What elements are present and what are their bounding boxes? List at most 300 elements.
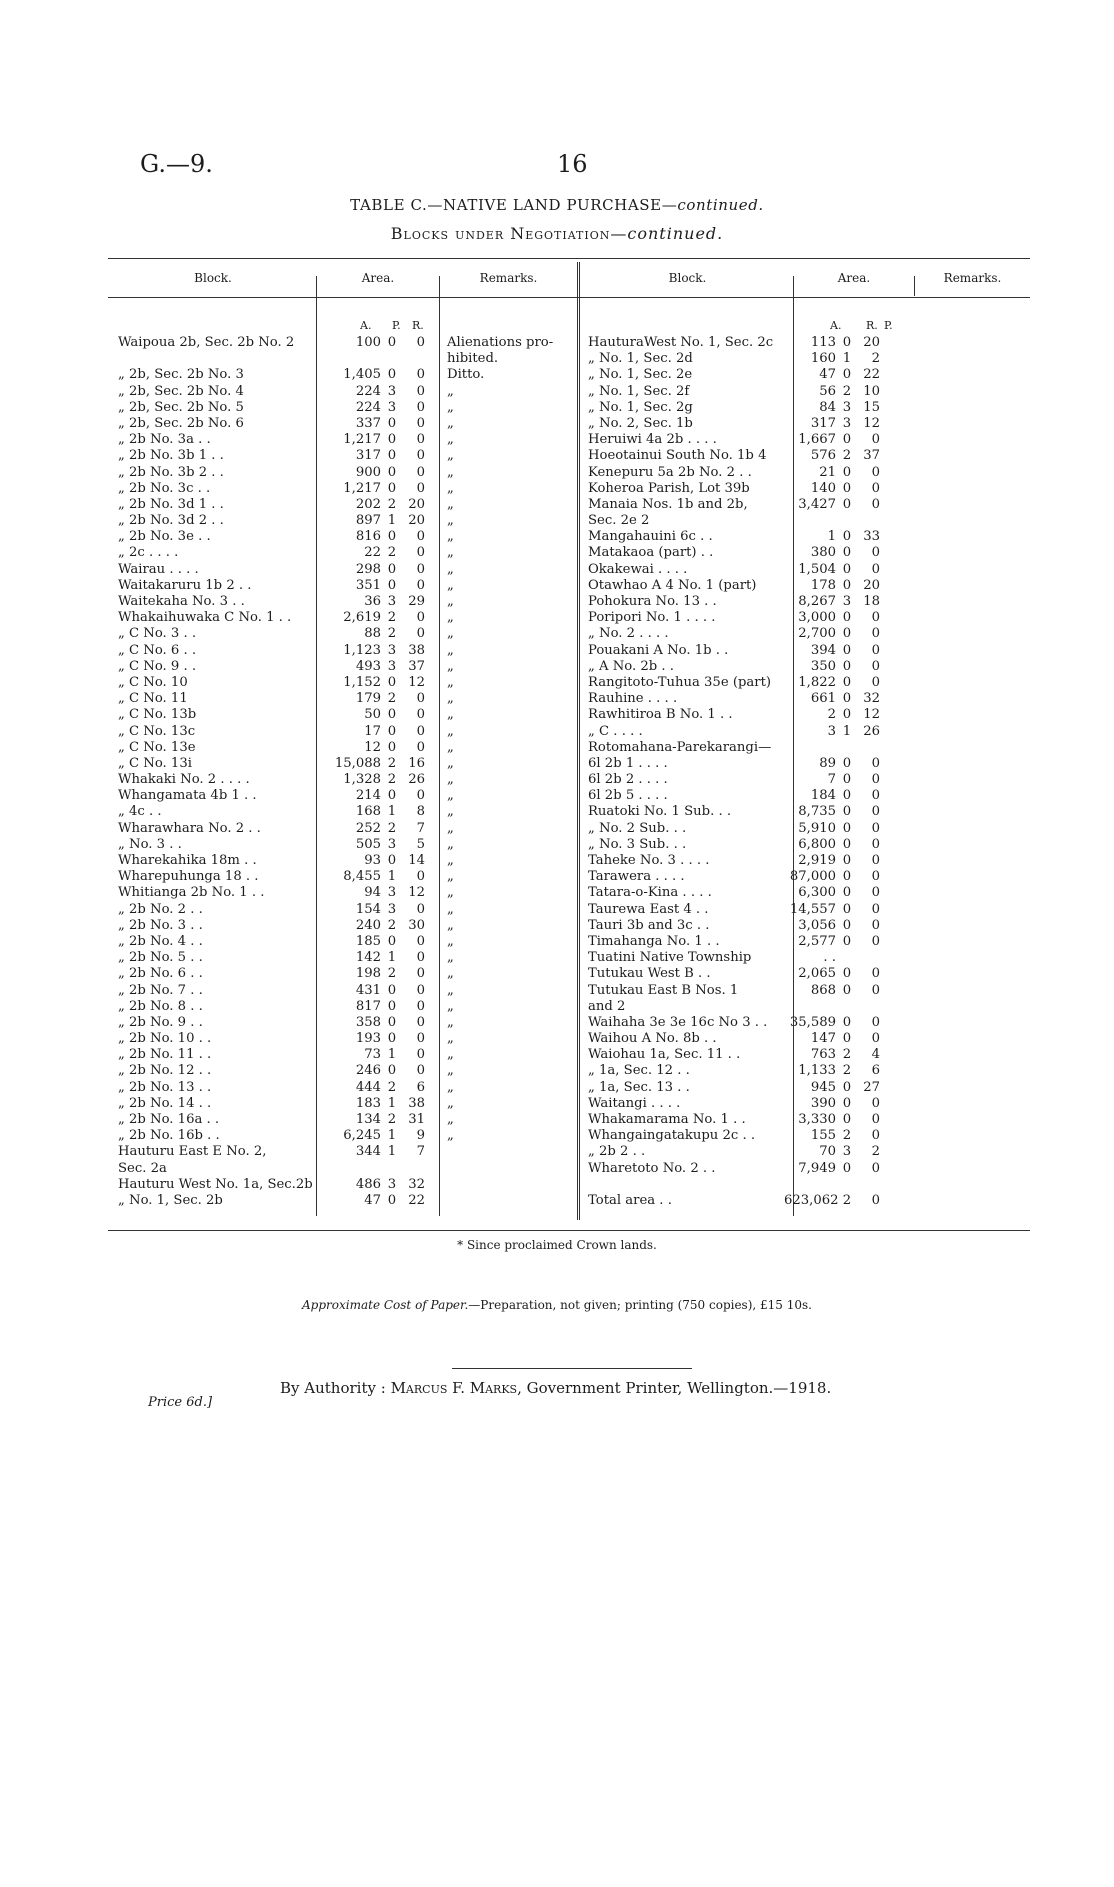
remarks: „ [447, 933, 454, 949]
table-row [588, 724, 898, 740]
area-roods: 1 [387, 1047, 397, 1063]
approximate-cost-label: Approximate Cost of Paper. [302, 1298, 469, 1312]
block-name: „ 1a, Sec. 13 . . [588, 1079, 690, 1095]
area-roods: 2 [387, 917, 397, 933]
table-row [118, 1144, 578, 1160]
area-perches: 16 [408, 755, 425, 771]
block-name: Waitakaruru 1b 2 . . [118, 577, 252, 593]
area-acres: 6,300 [798, 885, 836, 901]
area-perches: 0 [871, 933, 880, 949]
area-perches: 2 [871, 1144, 880, 1160]
area-acres: 1,133 [798, 1063, 836, 1079]
block-name: „ C No. 11 [118, 691, 188, 707]
area-acres: 100 [355, 335, 381, 350]
table-row [588, 918, 898, 934]
area-perches: 0 [871, 772, 880, 788]
table-row [118, 1193, 578, 1209]
area-roods: 1 [387, 1144, 397, 1160]
block-name: Hauturu East E No. 2, [118, 1144, 267, 1160]
area-perches: 0 [871, 1192, 880, 1208]
right-block-header: Block. [668, 271, 707, 285]
area-perches: 0 [871, 561, 880, 577]
area-roods: 3 [387, 399, 397, 415]
block-name: „ 2b, Sec. 2b No. 5 [118, 399, 244, 415]
page-reference: G.—9. [140, 150, 213, 178]
area-perches: 0 [871, 1095, 880, 1111]
area-acres: 868 [810, 982, 836, 998]
area-acres: 390 [810, 1095, 836, 1111]
remarks: „ [447, 723, 454, 739]
table-row [118, 529, 578, 545]
table-row [588, 1096, 898, 1112]
block-name: Taheke No. 3 . . . . [588, 853, 710, 868]
table-row [588, 1080, 898, 1096]
area-perches: 0 [416, 561, 425, 577]
area-acres: 73 [364, 1047, 381, 1063]
block-name: „ No. 1, Sec. 2f [588, 383, 690, 399]
block-name: „ A No. 2b . . [588, 658, 674, 674]
table-row [588, 1128, 898, 1144]
remarks: „ [447, 788, 454, 804]
table-row [118, 335, 578, 351]
area-roods: 0 [387, 1014, 397, 1030]
area-perches: 0 [416, 545, 425, 561]
area-perches: 0 [416, 529, 425, 545]
area-roods: 2 [842, 1128, 852, 1144]
area-roods: 2 [842, 1047, 852, 1063]
area-acres: 6,800 [798, 836, 836, 852]
area-acres: 87,000 [789, 869, 836, 885]
area-roods: 1 [387, 869, 397, 885]
block-name: Poripori No. 1 . . . . [588, 610, 716, 626]
remarks: hibited. [447, 351, 499, 367]
block-name: Sec. 2e 2 [588, 513, 650, 529]
area-roods: 0 [842, 755, 852, 771]
area-acres: 351 [355, 577, 381, 593]
block-name: „ C No. 3 . . [118, 626, 197, 642]
area-acres: 17 [364, 723, 381, 739]
authority-line [280, 1379, 831, 1397]
area-acres: 84 [819, 399, 836, 415]
area-acres: 50 [364, 707, 381, 723]
remarks: „ [447, 1128, 454, 1144]
area-roods: 2 [842, 448, 852, 464]
area-acres: 1,328 [343, 772, 381, 788]
area-acres: 47 [364, 1192, 381, 1208]
block-name: „ 2b No. 8 . . [118, 998, 203, 1014]
area-perches: 0 [871, 1112, 880, 1127]
area-acres: 198 [355, 966, 381, 982]
area-perches: 0 [416, 480, 425, 496]
area-roods: 0 [387, 739, 397, 755]
area-acres: 2,919 [798, 853, 836, 868]
block-name: „ 2b No. 3e . . [118, 529, 211, 545]
area-perches: 0 [416, 1031, 425, 1047]
remarks: „ [447, 561, 454, 577]
area-roods: 2 [842, 1063, 852, 1079]
area-roods: 3 [387, 901, 397, 917]
area-perches: 14 [408, 853, 425, 868]
block-name: „ 2b No. 16b . . [118, 1128, 220, 1144]
table-row [588, 659, 898, 675]
block-name: Tarawera . . . . [588, 869, 685, 885]
area-roods: 0 [387, 853, 397, 868]
remarks: „ [447, 707, 454, 723]
area-acres: 337 [355, 415, 381, 431]
block-name: „ 1a, Sec. 12 . . [588, 1063, 690, 1079]
area-acres: 168 [355, 804, 381, 820]
area-perches: 32 [408, 1176, 425, 1192]
table-row [118, 643, 578, 659]
block-name: Hoeotainui South No. 1b 4 [588, 448, 767, 464]
table-row [118, 610, 578, 626]
area-perches: 0 [871, 982, 880, 998]
area-perches: 0 [416, 335, 425, 350]
block-name: Tutukau East B Nos. 1 [588, 982, 739, 998]
remarks: „ [447, 804, 454, 820]
area-perches: 26 [863, 723, 880, 739]
area-roods: 0 [842, 707, 852, 723]
table-row [118, 400, 578, 416]
area-roods: 1 [387, 1128, 397, 1144]
area-acres: 945 [810, 1079, 836, 1095]
area-perches: 0 [416, 691, 425, 707]
area-roods: 0 [387, 335, 397, 350]
area-roods: 0 [387, 788, 397, 804]
area-acres: 88 [364, 626, 381, 642]
area-perches: 0 [416, 415, 425, 431]
block-name: Rotomahana-Parekarangi— [588, 739, 772, 755]
table-row [118, 578, 578, 594]
area-perches: 0 [871, 1031, 880, 1047]
remarks: Ditto. [447, 367, 485, 383]
block-name: Rawhitiroa B No. 1 . . [588, 707, 733, 723]
table-row [588, 999, 898, 1015]
area-perches: 37 [408, 658, 425, 674]
remarks: „ [447, 480, 454, 496]
block-name: Waiohau 1a, Sec. 11 . . [588, 1047, 741, 1063]
area-perches: 7 [416, 1144, 425, 1160]
block-name: and 2 [588, 998, 626, 1014]
table-row [118, 821, 578, 837]
block-name: Waitekaha No. 3 . . [118, 594, 245, 609]
table-row [118, 853, 578, 869]
area-perches: 0 [871, 658, 880, 674]
block-name: Whitianga 2b No. 1 . . [118, 885, 265, 901]
area-perches: 10 [863, 383, 880, 399]
area-acres: 3,330 [798, 1112, 836, 1127]
remarks: „ [447, 755, 454, 771]
area-roods: 0 [842, 610, 852, 626]
area-roods: 1 [387, 1095, 397, 1111]
left-remarks-header: Remarks. [479, 271, 538, 285]
area-perches: 0 [871, 480, 880, 496]
block-name: Hauturu West No. 1a, Sec.2b [118, 1176, 313, 1192]
block-name: „ 2b No. 7 . . [118, 982, 203, 998]
area-perches: 5 [416, 836, 425, 852]
block-name: Sec. 2a [118, 1160, 167, 1176]
table-row [118, 788, 578, 804]
table-row [118, 1096, 578, 1112]
area-perches: 0 [871, 432, 880, 448]
area-acres: 358 [355, 1014, 381, 1030]
remarks: „ [447, 448, 454, 464]
area-acres: 817 [355, 998, 381, 1014]
area-acres: 661 [810, 691, 836, 707]
table-row [118, 724, 578, 740]
table-row [118, 691, 578, 707]
area-acres: 184 [810, 788, 836, 804]
area-perches: 20 [863, 335, 880, 350]
table-row [588, 1193, 898, 1209]
area-perches: 18 [863, 594, 880, 609]
area-roods: 0 [387, 674, 397, 690]
remarks: „ [447, 691, 454, 707]
table-row [118, 481, 578, 497]
area-roods: 3 [842, 1144, 852, 1160]
remarks: „ [447, 529, 454, 545]
area-roods: 2 [842, 1192, 852, 1208]
area-perches: 0 [871, 853, 880, 868]
area-roods: 0 [842, 529, 852, 545]
table-title-main: TABLE C.—NATIVE LAND PURCHASE— [350, 196, 678, 214]
area-perches: 0 [416, 577, 425, 593]
area-perches: 0 [871, 901, 880, 917]
block-name: „ 2b No. 12 . . [118, 1063, 212, 1079]
block-name: Whangaingatakupu 2c . . [588, 1128, 756, 1144]
table-row [118, 1063, 578, 1079]
area-roods: 0 [842, 820, 852, 836]
area-perches: 0 [416, 933, 425, 949]
table-row [118, 659, 578, 675]
header-bottom-rule [108, 297, 1030, 298]
area-perches: 0 [416, 982, 425, 998]
remarks: „ [447, 577, 454, 593]
remarks: „ [447, 1063, 454, 1079]
area-perches: 0 [416, 966, 425, 982]
area-roods: 0 [387, 1063, 397, 1079]
block-name: „ 2b No. 16a . . [118, 1112, 220, 1127]
area-acres: 7,949 [798, 1160, 836, 1176]
area-roods: 2 [387, 610, 397, 626]
table-row [118, 545, 578, 561]
area-perches: 0 [416, 788, 425, 804]
block-name: „ 2b No. 13 . . [118, 1079, 212, 1095]
block-name: „ 2b, Sec. 2b No. 6 [118, 415, 244, 431]
block-name: „ C No. 13b [118, 707, 197, 723]
table-row [588, 610, 898, 626]
table-row [588, 594, 898, 610]
block-name: Waihaha 3e 3e 16c No 3 . . [588, 1014, 768, 1030]
area-acres: 193 [355, 1031, 381, 1047]
block-name: „ No. 3 Sub. . . [588, 836, 687, 852]
area-acres: 505 [355, 836, 381, 852]
area-roods: 0 [387, 933, 397, 949]
remarks: „ [447, 1014, 454, 1030]
left-unit-perches: P. [392, 319, 401, 332]
block-name: Total area . . [588, 1192, 672, 1208]
page-number: 16 [557, 150, 588, 178]
area-acres: 94 [364, 885, 381, 901]
area-roods: 1 [842, 351, 852, 367]
area-acres: 178 [810, 577, 836, 593]
table-row [588, 465, 898, 481]
block-name: HauturaWest No. 1, Sec. 2c [588, 335, 774, 350]
area-perches: 22 [863, 367, 880, 383]
area-acres: 897 [355, 513, 381, 529]
area-acres: 89 [819, 755, 836, 771]
area-roods: 0 [842, 1112, 852, 1127]
area-acres: 2,577 [798, 933, 836, 949]
area-perches: 0 [416, 610, 425, 626]
table-row [118, 950, 578, 966]
area-perches: 12 [863, 707, 880, 723]
area-roods: 0 [387, 1192, 397, 1208]
remarks: „ [447, 626, 454, 642]
remarks: „ [447, 1079, 454, 1095]
block-name: Ruatoki No. 1 Sub. . . [588, 804, 732, 820]
table-row [118, 513, 578, 529]
table-row [588, 1144, 898, 1160]
area-acres: 344 [355, 1144, 381, 1160]
table-row [118, 384, 578, 400]
area-perches: 33 [863, 529, 880, 545]
block-name: Rauhine . . . . [588, 691, 678, 707]
block-name: „ No. 2, Sec. 1b [588, 415, 693, 431]
area-acres: 1 [827, 529, 836, 545]
area-acres: 298 [355, 561, 381, 577]
block-name: „ 2b No. 3c . . [118, 480, 211, 496]
block-name: Wharepuhunga 18 . . [118, 869, 259, 885]
area-perches: 0 [416, 998, 425, 1014]
area-acres: 431 [355, 982, 381, 998]
area-roods: 2 [387, 545, 397, 561]
block-name: „ No. 2 . . . . [588, 626, 669, 642]
table-row [118, 594, 578, 610]
table-row [588, 772, 898, 788]
area-perches: 37 [863, 448, 880, 464]
block-name: „ C No. 9 . . [118, 658, 197, 674]
area-acres: 8,735 [798, 804, 836, 820]
left-unit-roods: R. [412, 319, 424, 332]
area-roods: 0 [387, 723, 397, 739]
area-acres: 21 [819, 464, 836, 480]
remarks: „ [447, 982, 454, 998]
block-name: Wairau . . . . [118, 561, 199, 577]
area-acres: 3 [827, 723, 836, 739]
area-perches: 12 [408, 674, 425, 690]
remarks: „ [447, 674, 454, 690]
block-name: „ 2b No. 3b 2 . . [118, 464, 224, 480]
table-row [118, 934, 578, 950]
table-row [588, 1063, 898, 1079]
table-row [588, 691, 898, 707]
authority-suffix: , Government Printer, Wellington.—1918. [517, 1379, 832, 1397]
area-perches: 20 [408, 513, 425, 529]
block-name: Tatara-o-Kina . . . . [588, 885, 712, 901]
area-roods: 0 [842, 432, 852, 448]
remarks: „ [447, 901, 454, 917]
table-row [118, 740, 578, 756]
area-roods: 0 [842, 577, 852, 593]
area-roods: 2 [387, 691, 397, 707]
area-roods: 0 [387, 480, 397, 496]
block-name: „ 2b No. 5 . . [118, 950, 203, 966]
area-roods: 0 [842, 691, 852, 707]
area-acres: 185 [355, 933, 381, 949]
remarks: „ [447, 594, 454, 609]
area-perches: 32 [863, 691, 880, 707]
block-name: „ 2b 2 . . [588, 1144, 646, 1160]
table-row [118, 465, 578, 481]
table-row [588, 416, 898, 432]
printer-name: Marcus F. Marks [390, 1379, 518, 1397]
area-roods: 0 [842, 1014, 852, 1030]
left-table-body [118, 335, 578, 1209]
area-roods: 0 [387, 464, 397, 480]
area-roods: 0 [842, 464, 852, 480]
area-perches: 0 [416, 626, 425, 642]
table-top-rule [108, 258, 1030, 259]
area-roods: 2 [387, 820, 397, 836]
area-acres: 8,455 [343, 869, 381, 885]
area-perches: 0 [871, 917, 880, 933]
area-roods: 0 [387, 561, 397, 577]
area-roods: 0 [842, 836, 852, 852]
block-name: 6l 2b 5 . . . . [588, 788, 668, 804]
area-perches: 0 [416, 901, 425, 917]
area-perches: 0 [416, 464, 425, 480]
table-row [588, 804, 898, 820]
area-perches: 31 [408, 1112, 425, 1127]
table-row [588, 869, 898, 885]
area-perches: 0 [416, 707, 425, 723]
table-row [118, 675, 578, 691]
block-name: „ 2b, Sec. 2b No. 3 [118, 367, 244, 383]
block-name: „ 2b No. 3b 1 . . [118, 448, 224, 464]
area-roods: 3 [387, 594, 397, 609]
area-roods: 0 [842, 869, 852, 885]
block-name: Manaia Nos. 1b and 2b, [588, 496, 748, 512]
table-row [588, 966, 898, 982]
area-perches: 0 [871, 642, 880, 658]
area-acres: 1,405 [343, 367, 381, 383]
area-perches: 0 [871, 626, 880, 642]
area-roods: 3 [842, 415, 852, 431]
area-roods: 1 [387, 804, 397, 820]
area-acres: 240 [355, 917, 381, 933]
table-row [588, 821, 898, 837]
table-row [118, 1128, 578, 1144]
area-perches: 26 [408, 772, 425, 788]
table-row [118, 804, 578, 820]
area-perches: 0 [871, 1128, 880, 1144]
table-row [588, 983, 898, 999]
table-row [588, 626, 898, 642]
table-row [118, 999, 578, 1015]
area-roods: 2 [842, 383, 852, 399]
remarks: „ [447, 399, 454, 415]
area-acres: 224 [355, 383, 381, 399]
remarks: „ [447, 610, 454, 626]
block-name: „ 2b No. 11 . . [118, 1047, 212, 1063]
area-perches: 0 [416, 448, 425, 464]
table-row [588, 384, 898, 400]
area-perches: 12 [863, 415, 880, 431]
area-acres: 486 [355, 1176, 381, 1192]
area-acres: 93 [364, 853, 381, 868]
block-name: Okakewai . . . . [588, 561, 688, 577]
